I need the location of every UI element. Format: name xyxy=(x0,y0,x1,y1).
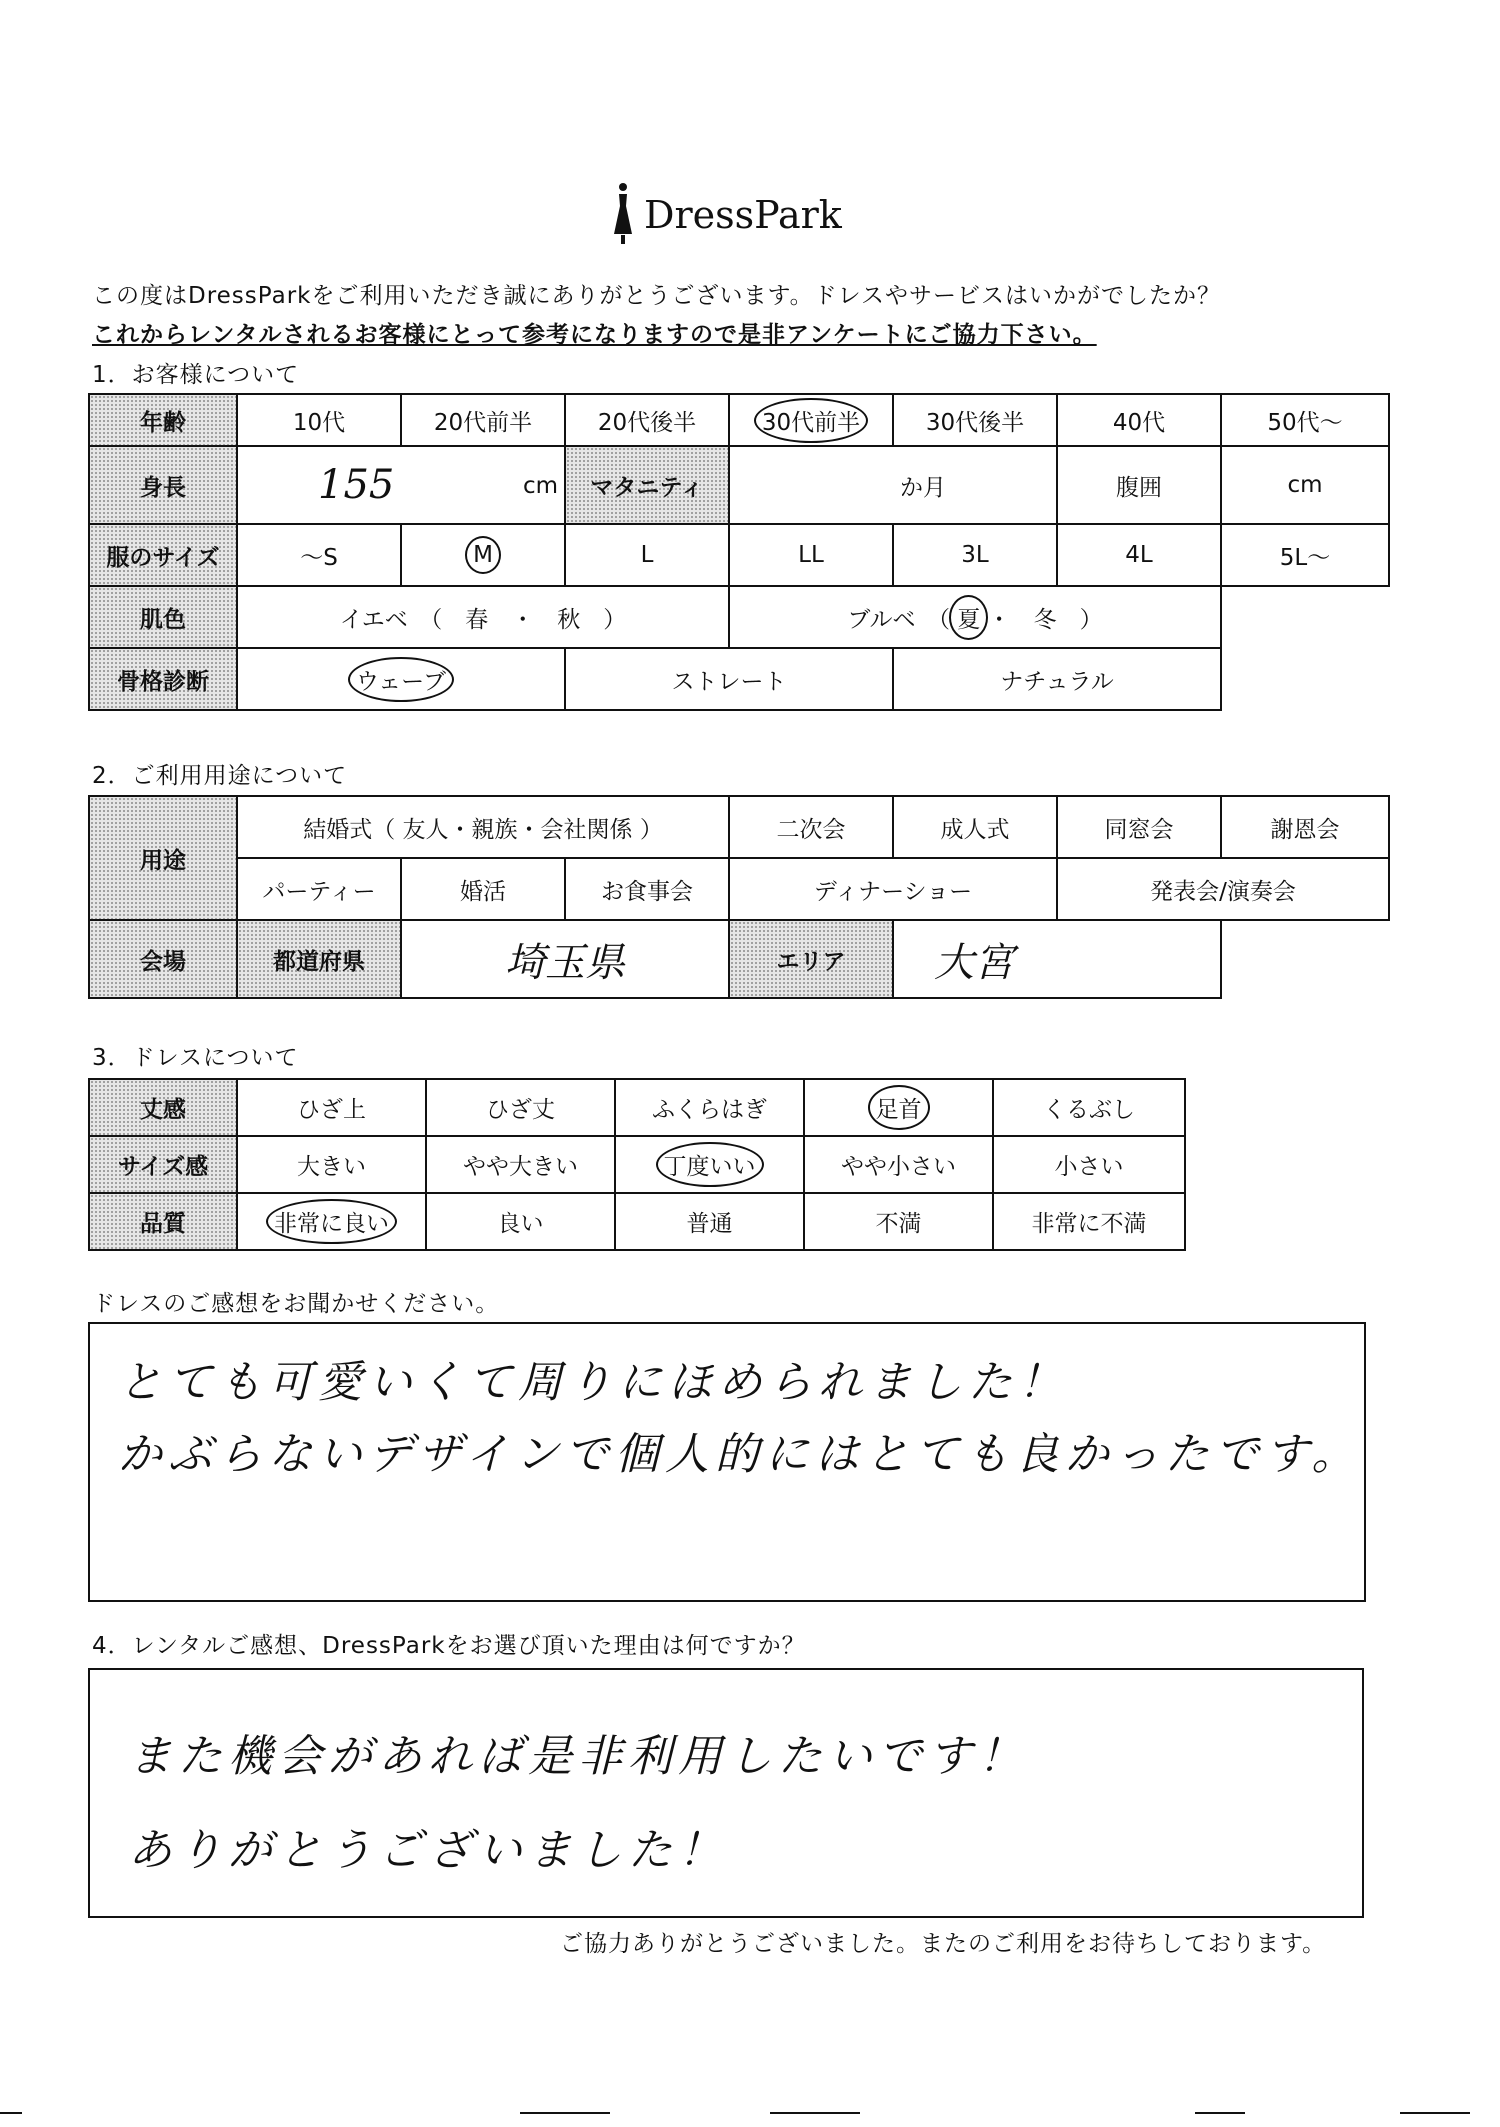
age-row xyxy=(89,394,1389,446)
venue-label: 会場 xyxy=(89,920,237,998)
logo xyxy=(610,170,850,260)
length-option[interactable]: ひざ丈 xyxy=(426,1079,615,1136)
section-1-title: 1．お客様について xyxy=(92,362,300,388)
skeleton-option[interactable]: ナチュラル xyxy=(893,648,1221,710)
purpose-wedding-selected[interactable]: 結婚式（ 友人・親族・会社関係 ） xyxy=(237,796,729,858)
fit-option[interactable]: やや大きい xyxy=(426,1136,615,1193)
dress-comment-line-2: かぶらないデザインで個人的にはとても良かったです。 xyxy=(118,1429,1362,1480)
length-label: 丈感 xyxy=(89,1079,237,1136)
selection-circle: 足首 xyxy=(876,1091,922,1124)
fit-option[interactable]: やや小さい xyxy=(804,1136,993,1193)
scan-edge-line xyxy=(1195,2112,1245,2114)
scan-edge-line xyxy=(770,2112,860,2114)
selection-circle: 30代前半 xyxy=(762,404,860,437)
prefecture-field[interactable] xyxy=(401,920,729,998)
selection-circle: 夏 xyxy=(957,601,980,634)
dress-icon xyxy=(610,182,636,248)
fit-option[interactable]: 大きい xyxy=(237,1136,426,1193)
waist-label: 腹囲 xyxy=(1057,446,1221,524)
length-option[interactable]: ひざ上 xyxy=(237,1079,426,1136)
height-field[interactable] xyxy=(237,446,565,524)
quality-option[interactable]: 不満 xyxy=(804,1193,993,1250)
quality-option[interactable]: 非常に不満 xyxy=(993,1193,1185,1250)
maternity-field[interactable]: か月 xyxy=(729,446,1057,524)
purpose-option[interactable]: 謝恩会 xyxy=(1221,796,1389,858)
size-row xyxy=(89,524,1389,586)
fit-option-selected[interactable] xyxy=(615,1136,804,1193)
quality-option[interactable]: 普通 xyxy=(615,1193,804,1250)
purpose-option[interactable]: ディナーショー xyxy=(729,858,1057,920)
prefecture-value: 埼玉県 xyxy=(505,939,626,986)
age-label: 年齢 xyxy=(89,394,237,446)
length-option[interactable]: ふくらはぎ xyxy=(615,1079,804,1136)
height-label: 身長 xyxy=(89,446,237,524)
usage-table xyxy=(88,795,1390,999)
skeleton-option[interactable]: ストレート xyxy=(565,648,893,710)
selection-circle: 非常に良い xyxy=(274,1205,389,1238)
selection-circle: 丁度いい xyxy=(664,1148,756,1181)
section-3-title: 3．ドレスについて xyxy=(92,1045,299,1071)
fit-option[interactable]: 小さい xyxy=(993,1136,1185,1193)
purpose-option[interactable]: お食事会 xyxy=(565,858,729,920)
purpose-option[interactable]: 発表会/演奏会 xyxy=(1057,858,1389,920)
selection-circle: M xyxy=(473,542,493,568)
age-option-selected[interactable] xyxy=(729,394,893,446)
area-field[interactable] xyxy=(893,920,1221,998)
purpose-option[interactable]: 婚活 xyxy=(401,858,565,920)
quality-option-selected[interactable] xyxy=(237,1193,426,1250)
prefecture-label: 都道府県 xyxy=(237,920,401,998)
age-option[interactable]: 30代後半 xyxy=(893,394,1057,446)
age-option[interactable]: 50代～ xyxy=(1221,394,1389,446)
size-option[interactable]: 3L xyxy=(893,524,1057,586)
size-option[interactable]: ～S xyxy=(237,524,401,586)
height-row xyxy=(89,446,1389,524)
customer-table xyxy=(88,393,1390,711)
reason-line-1: また機会があれば是非利用したいです！ xyxy=(128,1731,1028,1782)
purpose-option[interactable]: パーティー xyxy=(237,858,401,920)
logo-text: DressPark xyxy=(644,193,842,237)
selection-circle: ウェーブ xyxy=(356,663,446,696)
quality-label: 品質 xyxy=(89,1193,237,1250)
height-unit: cm xyxy=(522,473,558,499)
skin-row xyxy=(89,586,1389,648)
skeleton-option-selected[interactable] xyxy=(237,648,565,710)
reason-line-2: ありがとうございました！ xyxy=(128,1825,728,1876)
section-2-title: 2．ご利用用途について xyxy=(92,763,348,789)
size-option[interactable]: 5L～ xyxy=(1221,524,1389,586)
scan-edge-line xyxy=(520,2112,610,2114)
fit-label: サイズ感 xyxy=(89,1136,237,1193)
height-value: 155 xyxy=(318,462,395,508)
closing-message: ご協力ありがとうございました。またのご利用をお待ちしております。 xyxy=(560,1931,1327,1957)
size-option[interactable]: LL xyxy=(729,524,893,586)
area-label: エリア xyxy=(729,920,893,998)
dress-comment-line-1: とても可愛いくて周りにほめられました！ xyxy=(118,1357,1068,1408)
skeleton-row xyxy=(89,648,1389,710)
age-option[interactable]: 10代 xyxy=(237,394,401,446)
dress-table xyxy=(88,1078,1186,1251)
purpose-option[interactable]: 成人式 xyxy=(893,796,1057,858)
area-value: 大宮 xyxy=(934,939,1015,986)
skin-blue-base[interactable]: ブルベ （ 夏 ・ 冬 ） xyxy=(729,586,1221,648)
size-label: 服のサイズ xyxy=(89,524,237,586)
dress-comment-box[interactable] xyxy=(88,1322,1366,1602)
scan-edge-line xyxy=(0,2112,22,2114)
length-option[interactable]: くるぶし xyxy=(993,1079,1185,1136)
scan-edge-line xyxy=(1400,2112,1470,2114)
waist-field[interactable]: cm xyxy=(1221,446,1389,524)
intro-line-2: これからレンタルされるお客様にとって参考になりますので是非アンケートにご協力下さい。 xyxy=(92,322,1097,348)
skin-label: 肌色 xyxy=(89,586,237,648)
purpose-label: 用途 xyxy=(89,796,237,920)
size-option[interactable]: L xyxy=(565,524,729,586)
age-option[interactable]: 20代前半 xyxy=(401,394,565,446)
intro-line-1: この度はDressParkをご利用いただき誠にありがとうございます。ドレスやサービスはいかがでしたか？ xyxy=(92,283,1221,309)
reason-comment-box[interactable] xyxy=(88,1668,1364,1918)
age-option[interactable]: 20代後半 xyxy=(565,394,729,446)
skin-yellow-base[interactable]: イエベ （ 春 ・ 秋 ） xyxy=(237,586,729,648)
purpose-option[interactable]: 同窓会 xyxy=(1057,796,1221,858)
section-4-title: 4．レンタルご感想、DressParkをお選び頂いた理由は何ですか？ xyxy=(92,1633,806,1659)
length-option-selected[interactable] xyxy=(804,1079,993,1136)
skeleton-label: 骨格診断 xyxy=(89,648,237,710)
size-option[interactable]: 4L xyxy=(1057,524,1221,586)
dress-comment-prompt: ドレスのご感想をお聞かせください。 xyxy=(92,1291,500,1317)
age-option[interactable]: 40代 xyxy=(1057,394,1221,446)
purpose-option[interactable]: 二次会 xyxy=(729,796,893,858)
quality-option[interactable]: 良い xyxy=(426,1193,615,1250)
size-option-selected[interactable] xyxy=(401,524,565,586)
maternity-label: マタニティ xyxy=(565,446,729,524)
